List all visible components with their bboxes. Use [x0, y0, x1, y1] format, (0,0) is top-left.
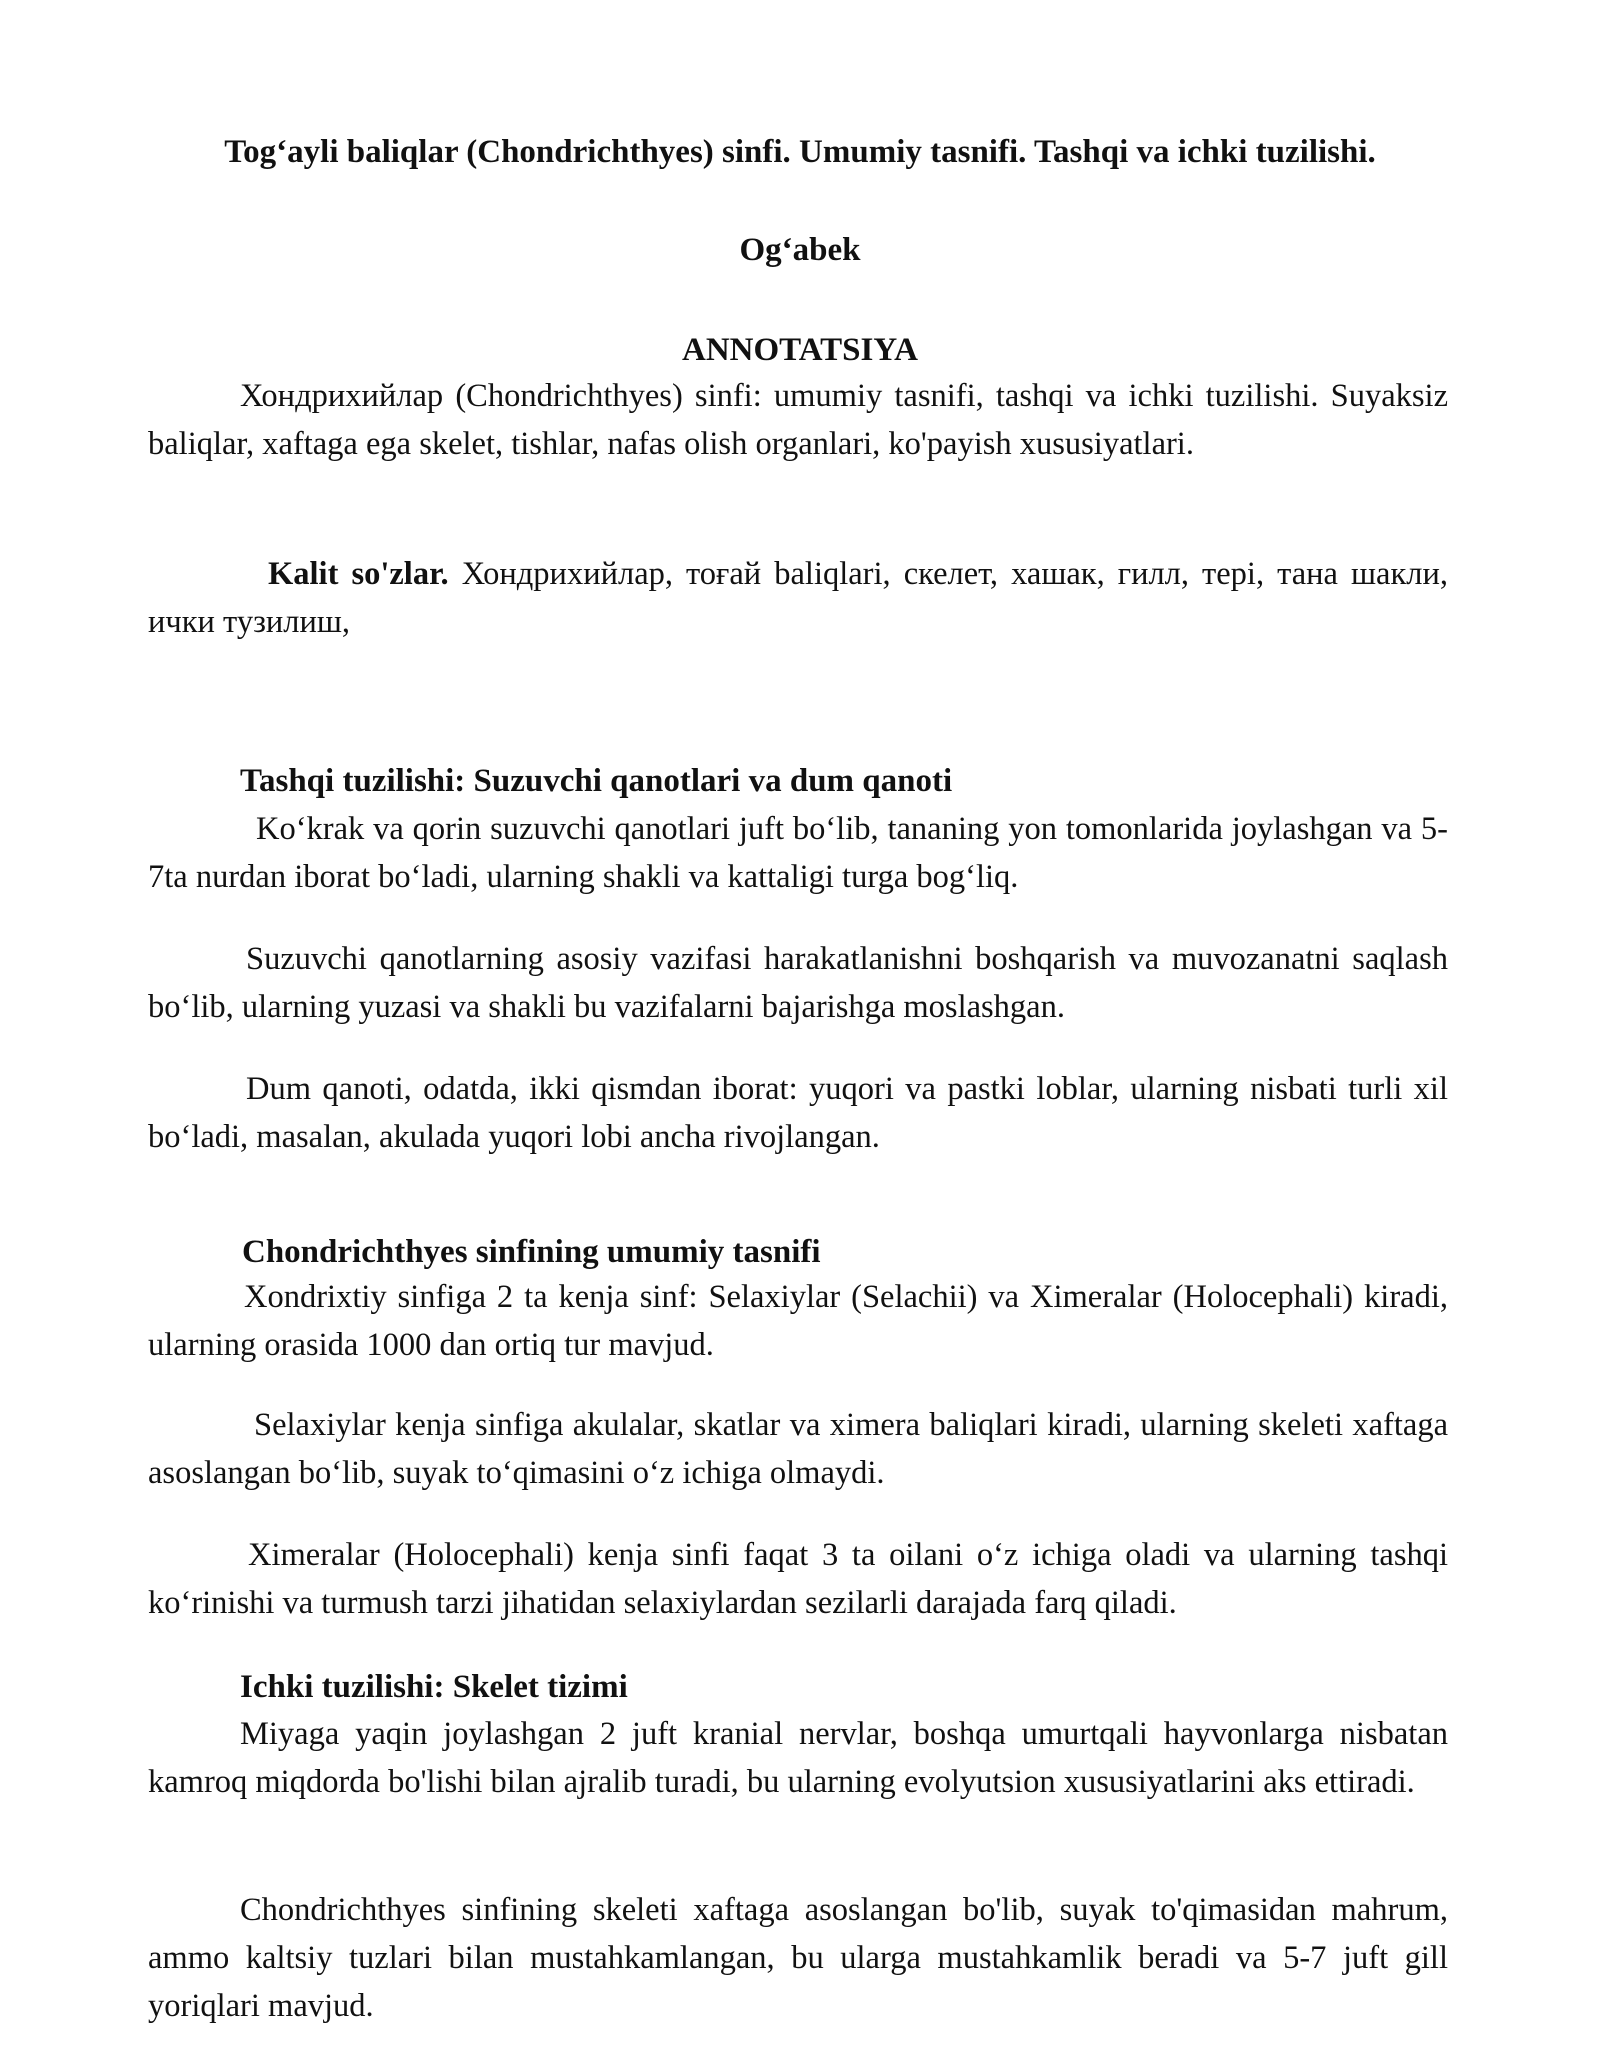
section-heading-classification: Chondrichthyes sinfining umumiy tasnifi	[242, 1234, 821, 1270]
section-paragraph: Chondrichthyes sinfining skeleti xaftaga asoslangan bo'lib, suyak to'qimasidan mahrum, ammo kaltsiy tuzlari bilan mustahkamlangan, bu ularga mustahkamlik beradi va 5-7 juft gill yoriqlari mavjud.	[148, 1892, 1448, 2024]
annotation-paragraph: Хондрихийлар (Chondrichthyes) sinfi: umumiy tasnifi, tashqi va ichki tuzilishi. Suyaksiz baliqlar, xaftaga ega skelet, tishlar, nafas olish organlari, ko'payish xususiyatlari.	[148, 378, 1448, 462]
document-title: Tog‘ayli baliqlar (Chondrichthyes) sinfi. Umumiy tasnifi. Tashqi va ichki tuzilishi.	[224, 134, 1376, 170]
keywords-text: Хондрихийлар, тоғай baliqlari, скелет, хашак, гилл, тері, тана шакли, ички тузилиш,	[148, 556, 1448, 640]
keywords-label: Kalit so'zlar.	[268, 556, 449, 592]
author-name: Og‘abek	[739, 232, 861, 268]
section-heading-internal-structure: Ichki tuzilishi: Skelet tizimi	[240, 1669, 628, 1705]
section-paragraph: Dum qanoti, odatda, ikki qismdan iborat: yuqori va pastki loblar, ularning nisbati turli xil bo‘ladi, masalan, akulada yuqori lobi ancha rivojlangan.	[148, 1071, 1448, 1155]
section-paragraph: Miyaga yaqin joylashgan 2 juft kranial nervlar, boshqa umurtqali hayvonlarga nisbatan kamroq miqdorda bo'lishi bilan ajralib turadi, bu ularning evolyutsion xususiyatlarini aks ettiradi.	[148, 1716, 1448, 1800]
section-paragraph: Suzuvchi qanotlarning asosiy vazifasi harakatlanishni boshqarish va muvozanatni saqlash bo‘lib, ularning yuzasi va shakli bu vazifalarni bajarishga moslashgan.	[148, 941, 1448, 1025]
section-paragraph: Ximeralar (Holocephali) kenja sinfi faqat 3 ta oilani o‘z ichiga oladi va ularning tashqi ko‘rinishi va turmush tarzi jihatidan selaxiylardan sezilarli darajada farq qiladi.	[148, 1537, 1448, 1621]
section-paragraph: Ko‘krak va qorin suzuvchi qanotlari juft bo‘lib, tananing yon tomonlarida joylashgan va 5-7ta nurdan iborat bo‘ladi, ularning shakli va kattaligi turga bog‘liq.	[148, 811, 1448, 895]
section-paragraph: Xondrixtiy sinfiga 2 ta kenja sinf: Selaxiylar (Selachii) va Ximeralar (Holocephali) kiradi, ularning orasida 1000 dan ortiq tur mavjud.	[148, 1279, 1448, 1363]
keywords-paragraph	[148, 550, 1448, 646]
section-paragraph: Selaxiylar kenja sinfiga akulalar, skatlar va ximera baliqlari kiradi, ularning skeleti xaftaga asoslangan bo‘lib, suyak to‘qimasini o‘z ichiga olmaydi.	[148, 1407, 1448, 1491]
section-heading-external-structure: Tashqi tuzilishi: Suzuvchi qanotlari va dum qanoti	[240, 763, 953, 799]
annotation-heading: ANNOTATSIYA	[682, 332, 918, 368]
